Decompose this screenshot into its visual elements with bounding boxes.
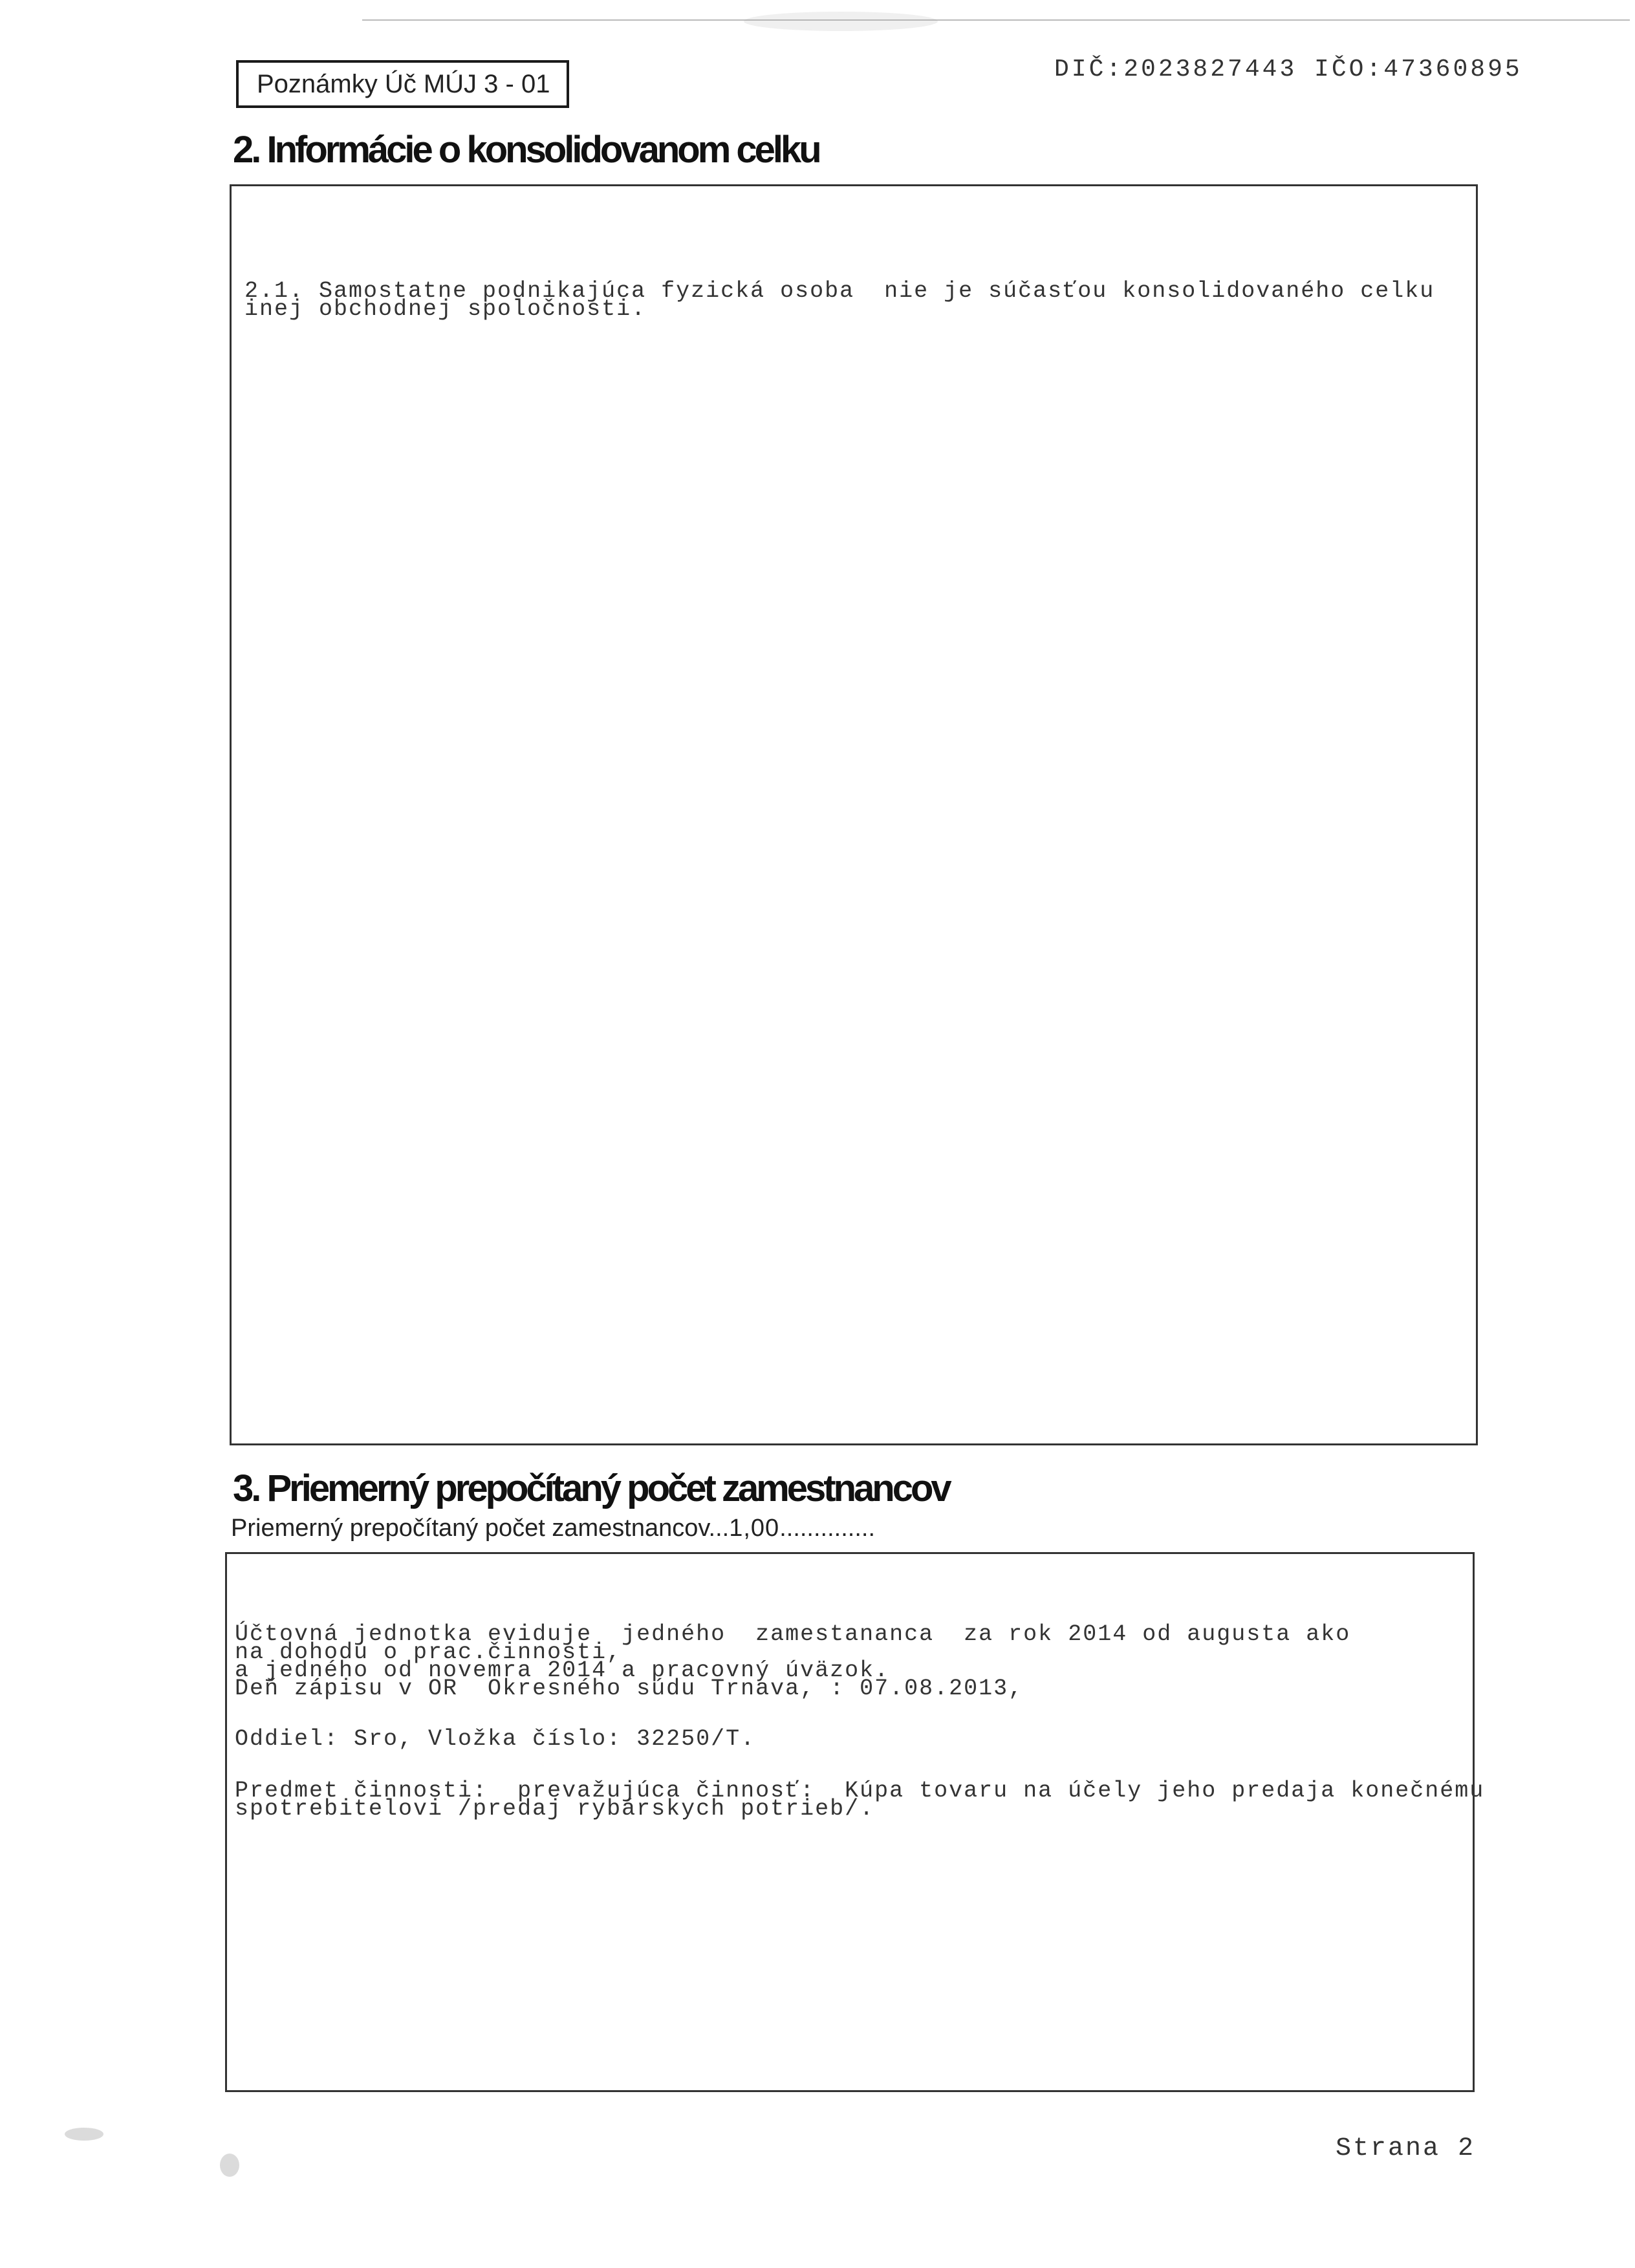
section-2-title: 2. Informácie o konsolidovanom celku [233,129,819,171]
employee-count-dots: .............. [779,1515,876,1542]
section-2-text: 2.1. Samostatne podnikajúca fyzická osoba nie je súčasťou konsolidovaného celku inej obchodnej spoločnosti. [244,278,1435,322]
page-number: Strana 2 [1336,2134,1476,2163]
section-2-box [230,184,1478,1445]
scan-smudge [220,2154,239,2177]
section-3-title: 3. Priemerný prepočítaný počet zamestnancov [233,1467,949,1509]
employee-count-value: 1,00 [729,1515,780,1542]
tax-ids: DIČ:2023827443 IČO:47360895 [1054,56,1522,83]
employee-count-label: Priemerný prepočítaný počet zamestnancov... [231,1515,730,1542]
employee-count-line [231,1515,875,1542]
section-3-box [225,1552,1485,2092]
section-3-paragraph-3: Predmet činnosti: prevažujúca činnosť: Kúpa tovaru na účely jeho predaja konečnému spotrebitelovi /predaj rybárskych potrieb/. [235,1778,1485,1822]
section-3-paragraph-1: Účtovná jednotka eviduje jedného zamestananca za rok 2014 od augusta ako na dohodu o prac.činnosti, a jedného od novemra 2014 a pracovný úväzok. Deň zápisu v OR Okresného súdu Trnava, : 07.08.2013, [235,1621,1351,1701]
scan-smudge [744,12,938,31]
section-3-paragraph-2: Oddiel: Sro, Vložka číslo: 32250/T. [235,1726,756,1752]
scan-top-rule [362,19,1630,21]
scan-smudge [65,2128,103,2141]
form-label: Poznámky Úč MÚJ 3 - 01 [236,60,569,108]
